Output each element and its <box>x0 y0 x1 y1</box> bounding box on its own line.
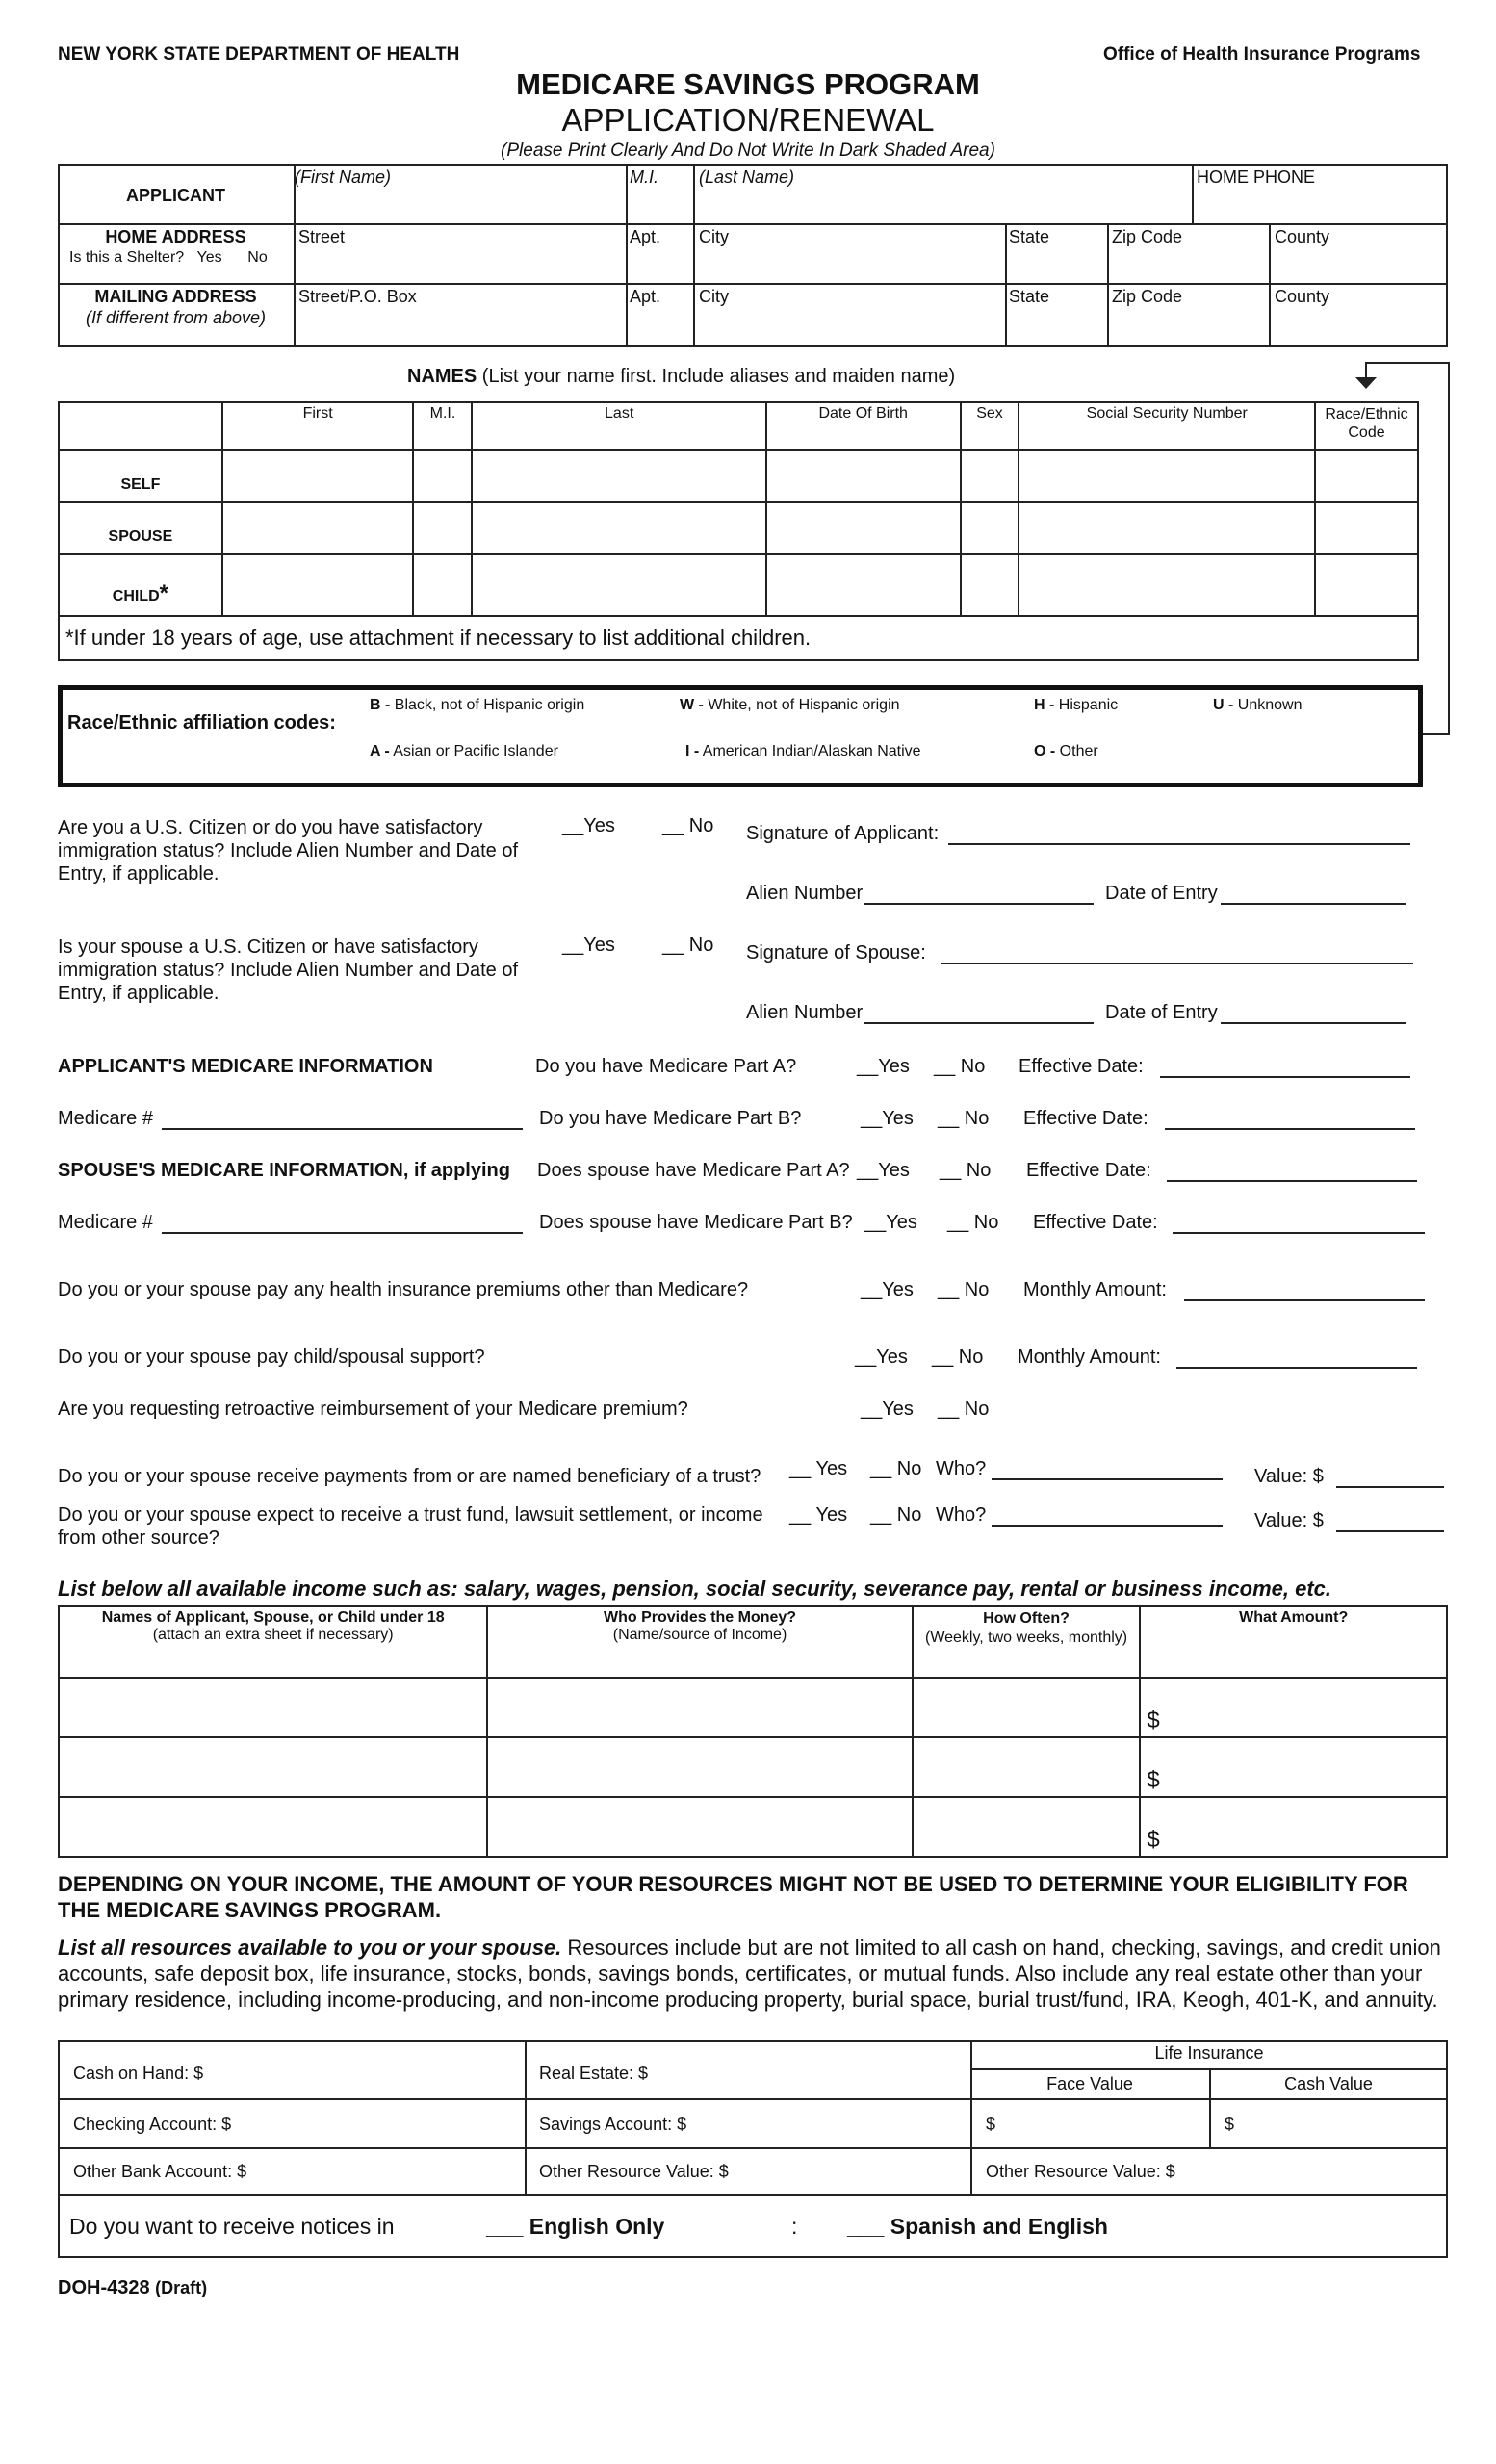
income-frequency-cell[interactable] <box>913 1678 1141 1737</box>
checking-account-field[interactable]: Checking Account: $ <box>73 2115 232 2134</box>
income-provider-cell[interactable] <box>487 1678 912 1737</box>
ssn-cell[interactable] <box>1019 554 1314 616</box>
zip-label: Zip Code <box>1112 287 1183 306</box>
dob-cell[interactable] <box>766 554 961 616</box>
applicant-label: APPLICANT <box>126 186 225 205</box>
income-col-frequency <box>913 1606 1141 1678</box>
monthly-amount-line[interactable] <box>1176 1367 1417 1369</box>
code-key: W - <box>680 697 704 713</box>
apt-label: Apt. <box>630 227 661 246</box>
mailing-address-label: MAILING ADDRESS <box>94 287 257 306</box>
who-line[interactable] <box>992 1478 1223 1480</box>
value-line[interactable] <box>1336 1486 1444 1488</box>
code-value: Other <box>1059 743 1098 759</box>
agency-name: NEW YORK STATE DEPARTMENT OF HEALTH <box>58 44 460 64</box>
divider <box>58 2194 1448 2196</box>
value-label: Value: $ <box>1254 1510 1324 1531</box>
spouse-citizen-no[interactable]: __ No <box>662 935 714 956</box>
cash-on-hand-field[interactable]: Cash on Hand: $ <box>73 2064 204 2083</box>
child-asterisk: * <box>159 580 169 606</box>
home-phone-label: HOME PHONE <box>1197 167 1316 187</box>
spouse-medicare-heading: SPOUSE'S MEDICARE INFORMATION, if applying <box>58 1160 510 1181</box>
effective-date-line[interactable] <box>1167 1180 1417 1182</box>
spouse-citizen-yes[interactable]: __Yes <box>562 935 615 956</box>
race-cell[interactable] <box>1315 554 1418 616</box>
form-code: DOH-4328 <box>58 2277 150 2298</box>
connector-line <box>1448 362 1450 735</box>
part-b-question: Do you have Medicare Part B? <box>539 1108 802 1129</box>
resources-warning: DEPENDING ON YOUR INCOME, THE AMOUNT OF YOUR RESOURCES MIGHT NOT BE USED TO DETERMINE YOUR ELIGIBILITY FOR THE MEDICARE SAVINGS PROGRAM. <box>58 1872 1408 1922</box>
first-name-label: (First Name) <box>295 167 391 187</box>
col-sex: Sex <box>961 402 1019 450</box>
divider <box>1107 223 1109 346</box>
race-cell[interactable] <box>1315 502 1418 554</box>
divider <box>693 164 695 346</box>
row-label-child <box>59 554 222 616</box>
income-table <box>58 1605 1448 1858</box>
ssn-cell[interactable] <box>1019 450 1314 502</box>
race-codes-label: Race/Ethnic affiliation codes: <box>67 712 336 733</box>
divider <box>1192 164 1194 223</box>
cash-value-label: Cash Value <box>1284 2074 1373 2093</box>
face-value-label: Face Value <box>1046 2074 1133 2093</box>
option-label: English Only <box>529 2214 665 2239</box>
col-subtitle: (Weekly, two weeks, monthly) <box>924 1630 1128 1646</box>
divider <box>58 2147 1448 2149</box>
names-header-blank <box>59 402 222 450</box>
code-key: I - <box>685 743 700 759</box>
names-table <box>58 401 1419 661</box>
monthly-amount-label: Monthly Amount: <box>1023 1279 1167 1300</box>
spouse-part-a-no[interactable]: __ No <box>940 1160 992 1181</box>
city-label: City <box>699 287 729 306</box>
street-label: Street/P.O. Box <box>298 287 417 306</box>
support-yes[interactable]: __Yes <box>855 1347 908 1368</box>
medicare-number-label: Medicare # <box>58 1108 153 1129</box>
medicare-number-line[interactable] <box>162 1128 523 1130</box>
income-name-cell[interactable] <box>59 1737 487 1797</box>
part-b-no[interactable]: __ No <box>938 1108 990 1129</box>
code-key: B - <box>370 697 391 713</box>
home-address-label: HOME ADDRESS <box>105 227 246 246</box>
who-label: Who? <box>936 1458 987 1479</box>
income-provider-cell[interactable] <box>487 1797 912 1857</box>
divider <box>525 2040 527 2194</box>
race-code-b <box>370 697 584 714</box>
monthly-amount-label: Monthly Amount: <box>1018 1347 1161 1368</box>
mi-label: M.I. <box>630 167 658 187</box>
income-name-cell[interactable] <box>59 1678 487 1737</box>
office-name: Office of Health Insurance Programs <box>1103 44 1421 64</box>
table-row <box>59 1737 1447 1797</box>
signature-applicant-label: Signature of Applicant: <box>746 823 940 844</box>
print-instruction: (Please Print Clearly And Do Not Write In Dark Shaded Area) <box>501 141 995 161</box>
mailing-sub-label: (If different from above) <box>85 308 267 327</box>
names-heading-bold: NAMES <box>407 366 477 387</box>
spouse-part-b-question: Does spouse have Medicare Part B? <box>539 1212 853 1233</box>
trust-expect-yes[interactable]: __ Yes <box>789 1504 848 1526</box>
shelter-yes[interactable]: Yes <box>196 249 222 266</box>
divider <box>970 2040 972 2194</box>
signature-spouse-label: Signature of Spouse: <box>746 942 926 963</box>
income-frequency-cell[interactable] <box>913 1737 1141 1797</box>
draft-label: (Draft) <box>155 2278 208 2297</box>
date-of-entry-line[interactable] <box>1221 903 1406 905</box>
connector-line <box>1365 362 1448 364</box>
code-value: Black, not of Hispanic origin <box>394 697 585 713</box>
income-col-provider <box>487 1606 912 1678</box>
monthly-amount-line[interactable] <box>1184 1299 1425 1301</box>
col-race-code: Race/Ethnic Code <box>1315 402 1418 450</box>
divider <box>58 283 1448 285</box>
child-note: *If under 18 years of age, use attachment if necessary to list additional children. <box>59 616 1418 660</box>
table-row <box>59 450 1418 502</box>
support-no[interactable]: __ No <box>932 1347 984 1368</box>
english-only-option[interactable] <box>486 2214 664 2240</box>
effective-date-label: Effective Date: <box>1033 1212 1158 1233</box>
divider <box>1005 223 1007 346</box>
premiums-yes[interactable]: __Yes <box>861 1279 914 1300</box>
code-key: O - <box>1034 743 1056 759</box>
form-number <box>58 2277 207 2299</box>
part-a-no[interactable]: __ No <box>934 1056 986 1077</box>
part-a-question: Do you have Medicare Part A? <box>535 1056 797 1077</box>
race-cell[interactable] <box>1315 450 1418 502</box>
trust-no[interactable]: __ No <box>870 1458 922 1479</box>
resources-instructions-bold: List all resources available to you or your spouse. <box>58 1936 562 1960</box>
real-estate-field[interactable]: Real Estate: $ <box>539 2064 649 2083</box>
face-value-field[interactable]: $ <box>986 2115 996 2134</box>
spouse-part-a-question: Does spouse have Medicare Part A? <box>537 1160 850 1181</box>
state-label: State <box>1009 227 1050 246</box>
code-value: American Indian/Alaskan Native <box>702 743 921 759</box>
code-value: White, not of Hispanic origin <box>708 697 900 713</box>
income-heading: List below all available income such as: salary, wages, pension, social security, severance pay, rental or business income, etc. <box>58 1577 1331 1601</box>
table-row <box>59 554 1418 616</box>
premiums-question: Do you or your spouse pay any health insurance premiums other than Medicare? <box>58 1279 749 1300</box>
names-heading <box>407 366 955 388</box>
col-title: How Often? <box>983 1610 1070 1627</box>
mi-cell[interactable] <box>413 502 472 554</box>
income-name-cell[interactable] <box>59 1797 487 1857</box>
county-label: County <box>1275 287 1330 306</box>
option-label: Spanish and English <box>890 2214 1108 2239</box>
code-key: A - <box>370 743 390 759</box>
support-question: Do you or your spouse pay child/spousal support? <box>58 1347 485 1368</box>
col-mi: M.I. <box>413 402 472 450</box>
trust-question: Do you or your spouse receive payments from or are named beneficiary of a trust? <box>58 1466 761 1487</box>
other-resource-field-2[interactable]: Other Resource Value: $ <box>986 2162 1175 2181</box>
names-heading-text: (List your name first. Include aliases and maiden name) <box>481 366 956 387</box>
shelter-question <box>69 249 268 267</box>
blank: ___ <box>486 2214 524 2239</box>
life-insurance-label: Life Insurance <box>1154 2043 1264 2063</box>
applicant-medicare-heading: APPLICANT'S MEDICARE INFORMATION <box>58 1056 433 1077</box>
date-of-entry-label: Date of Entry <box>1105 1002 1218 1023</box>
code-value: Asian or Pacific Islander <box>393 743 558 759</box>
retro-question: Are you requesting retroactive reimbursement of your Medicare premium? <box>58 1399 688 1420</box>
race-code-w <box>680 697 900 714</box>
effective-date-line[interactable] <box>1160 1076 1410 1078</box>
city-label: City <box>699 227 729 246</box>
spanish-english-option[interactable] <box>847 2214 1108 2240</box>
form-title: MEDICARE SAVINGS PROGRAM <box>516 67 980 101</box>
effective-date-line[interactable] <box>1173 1232 1425 1234</box>
race-code-o <box>1034 743 1098 760</box>
county-label: County <box>1275 227 1330 246</box>
table-row <box>59 502 1418 554</box>
cash-value-field[interactable]: $ <box>1225 2115 1235 2134</box>
income-provider-cell[interactable] <box>487 1737 912 1797</box>
value-line[interactable] <box>1336 1530 1444 1532</box>
part-a-yes[interactable]: __Yes <box>857 1056 910 1077</box>
divider <box>294 164 296 346</box>
code-value: Unknown <box>1237 697 1303 713</box>
last-name-label: (Last Name) <box>699 167 795 187</box>
arrow-down-icon <box>1355 377 1377 389</box>
alien-number-label: Alien Number <box>746 883 864 904</box>
spouse-part-b-no[interactable]: __ No <box>947 1212 999 1233</box>
code-value: Hispanic <box>1058 697 1119 713</box>
last-name-cell[interactable] <box>472 502 765 554</box>
shelter-no[interactable]: No <box>247 249 268 266</box>
col-subtitle: (attach an extra sheet if necessary) <box>152 1627 394 1643</box>
resources-instructions-text: Resources include but are not limited to all cash on hand, checking, savings, and credit union accounts, safe deposit box, life insurance, stocks, bonds, savings bonds, certificates, or mutual funds. Also include any real estate other than your primary residence, including income-producing, and non-income producing property, burial space, burial trust/fund, IRA, Keogh, 401-K, and annuity. <box>58 1936 1441 2012</box>
divider <box>58 223 1448 225</box>
connector-line <box>1421 733 1450 735</box>
effective-date-line[interactable] <box>1165 1128 1415 1130</box>
other-resource-field[interactable]: Other Resource Value: $ <box>539 2162 729 2181</box>
income-amount-cell[interactable]: $ <box>1140 1737 1447 1797</box>
date-of-entry-line[interactable] <box>1221 1022 1406 1024</box>
dob-cell[interactable] <box>766 450 961 502</box>
date-of-entry-label: Date of Entry <box>1105 883 1218 904</box>
citizen-question-spouse: Is your spouse a U.S. Citizen or have satisfactory immigration status? Include Alien Number and Date of Entry, if applicable. <box>58 937 519 1004</box>
sex-cell[interactable] <box>961 554 1019 616</box>
mi-cell[interactable] <box>413 554 472 616</box>
race-code-h <box>1034 697 1118 714</box>
retro-yes[interactable]: __Yes <box>861 1399 914 1420</box>
income-amount-cell[interactable]: $ <box>1140 1797 1447 1857</box>
apt-label: Apt. <box>630 287 661 306</box>
value-label: Value: $ <box>1254 1466 1324 1487</box>
mi-cell[interactable] <box>413 450 472 502</box>
last-name-cell[interactable] <box>472 554 765 616</box>
table-row <box>59 1797 1447 1857</box>
citizen-question-applicant: Are you a U.S. Citizen or do you have satisfactory immigration status? Include Alien Number and Date of Entry, if applicable. <box>58 817 519 885</box>
trust-expect-no[interactable]: __ No <box>870 1504 922 1526</box>
col-title: Who Provides the Money? <box>604 1609 797 1626</box>
row-label-spouse: SPOUSE <box>59 502 222 554</box>
col-ssn: Social Security Number <box>1019 402 1314 450</box>
income-col-amount: What Amount? <box>1140 1606 1447 1678</box>
form-subtitle: APPLICATION/RENEWAL <box>561 102 935 138</box>
income-col-names <box>59 1606 487 1678</box>
row-label-self: SELF <box>59 450 222 502</box>
notices-question: Do you want to receive notices in <box>69 2214 395 2239</box>
last-name-cell[interactable] <box>472 450 765 502</box>
who-label: Who? <box>936 1504 987 1526</box>
table-row <box>59 1678 1447 1737</box>
sex-cell[interactable] <box>961 450 1019 502</box>
state-label: State <box>1009 287 1050 306</box>
dob-cell[interactable] <box>766 502 961 554</box>
spouse-part-a-yes[interactable]: __Yes <box>857 1160 910 1181</box>
citizen-yes[interactable]: __Yes <box>562 815 615 836</box>
divider <box>626 164 628 346</box>
blank: ___ <box>847 2214 885 2239</box>
first-name-cell[interactable] <box>222 450 414 502</box>
retro-no[interactable]: __ No <box>938 1399 990 1420</box>
child-label: CHILD <box>112 588 160 604</box>
trust-yes[interactable]: __ Yes <box>789 1458 848 1479</box>
col-subtitle: (Name/source of Income) <box>612 1627 787 1643</box>
income-amount-cell[interactable]: $ <box>1140 1678 1447 1737</box>
signature-spouse-line[interactable] <box>941 962 1413 964</box>
spouse-medicare-number-line[interactable] <box>162 1232 523 1234</box>
col-last: Last <box>472 402 765 450</box>
citizen-no[interactable]: __ No <box>662 815 714 836</box>
first-name-cell[interactable] <box>222 554 414 616</box>
col-dob: Date Of Birth <box>766 402 961 450</box>
effective-date-label: Effective Date: <box>1019 1056 1144 1077</box>
race-code-a <box>370 743 558 760</box>
premiums-no[interactable]: __ No <box>938 1279 990 1300</box>
ssn-cell[interactable] <box>1019 502 1314 554</box>
other-bank-field[interactable]: Other Bank Account: $ <box>73 2162 247 2181</box>
race-code-i <box>685 743 921 760</box>
income-frequency-cell[interactable] <box>913 1797 1141 1857</box>
street-label: Street <box>298 227 346 246</box>
alien-number-label: Alien Number <box>746 1002 864 1023</box>
part-b-yes[interactable]: __Yes <box>861 1108 914 1129</box>
signature-applicant-line[interactable] <box>948 843 1410 845</box>
savings-account-field[interactable]: Savings Account: $ <box>539 2115 687 2134</box>
spouse-part-b-yes[interactable]: __Yes <box>864 1212 917 1233</box>
sex-cell[interactable] <box>961 502 1019 554</box>
alien-number-line[interactable] <box>864 1022 1094 1024</box>
effective-date-label: Effective Date: <box>1026 1160 1151 1181</box>
code-key: H - <box>1034 697 1055 713</box>
effective-date-label: Effective Date: <box>1023 1108 1148 1129</box>
trust-expect-question: Do you or your spouse expect to receive a trust fund, lawsuit settlement, or income from other source? <box>58 1504 763 1549</box>
col-first: First <box>222 402 414 450</box>
divider <box>58 2098 1448 2100</box>
zip-label: Zip Code <box>1112 227 1183 246</box>
first-name-cell[interactable] <box>222 502 414 554</box>
code-key: U - <box>1213 697 1234 713</box>
alien-number-line[interactable] <box>864 903 1094 905</box>
spouse-medicare-number-label: Medicare # <box>58 1212 153 1233</box>
col-title: Names of Applicant, Spouse, or Child under 18 <box>101 1609 445 1626</box>
shelter-label: Is this a Shelter? <box>69 249 185 266</box>
resources-instructions <box>58 1935 1454 2013</box>
who-line[interactable] <box>992 1525 1223 1527</box>
race-code-u <box>1213 697 1302 714</box>
divider <box>1269 223 1271 346</box>
separator: : <box>791 2214 798 2239</box>
